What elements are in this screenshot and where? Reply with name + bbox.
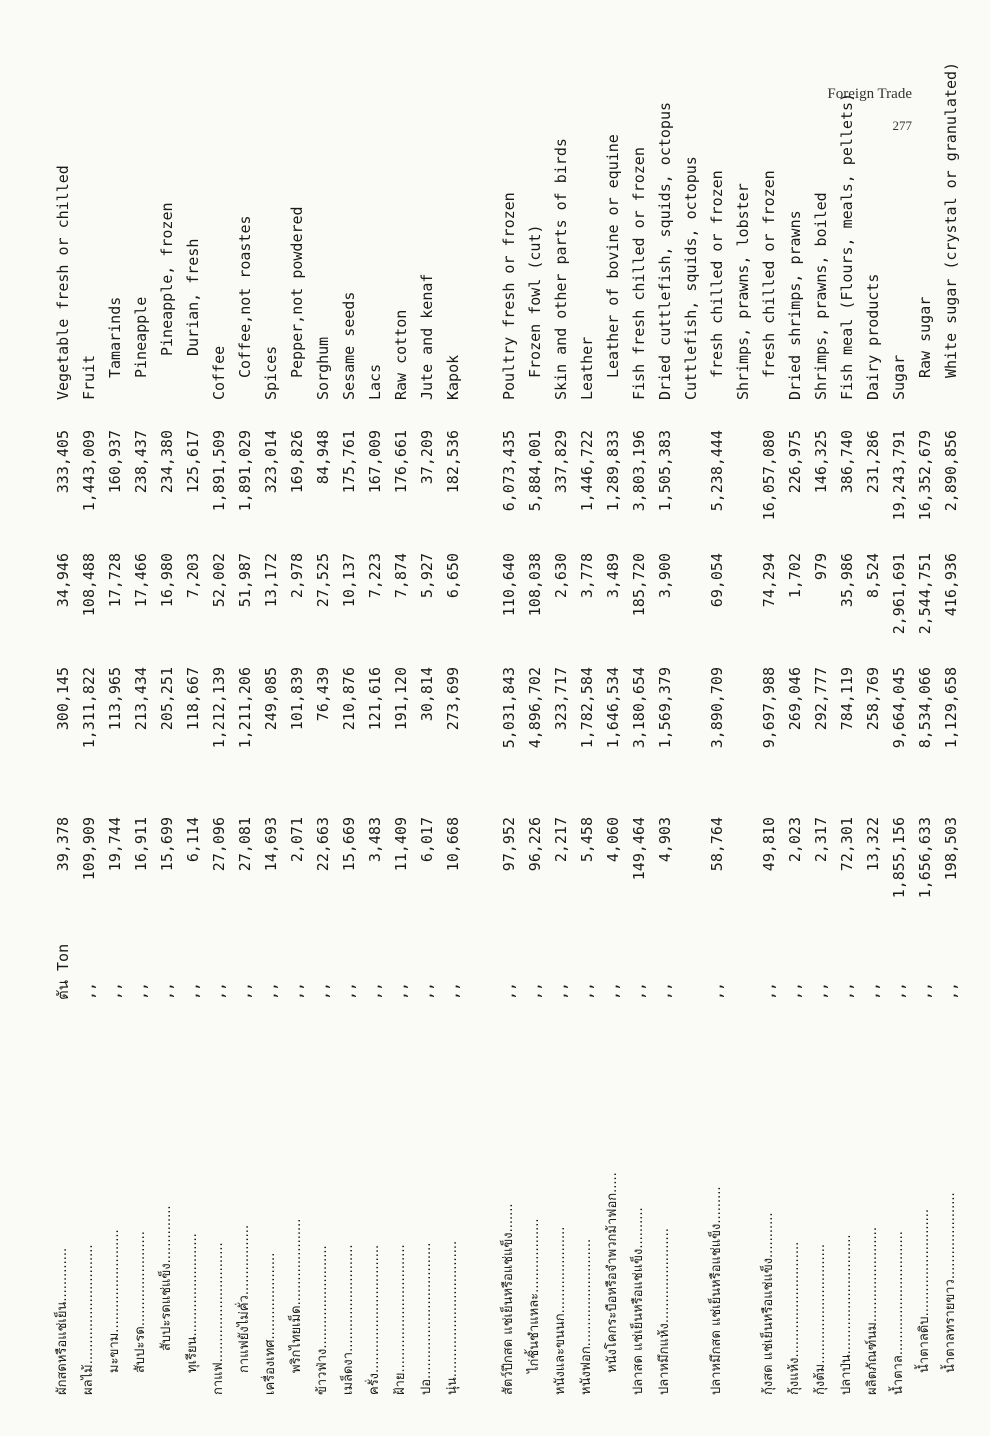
value-cell: 49,810 — [760, 817, 778, 872]
value-cell: 1,211,206 — [236, 667, 254, 749]
value-cell: 27,081 — [236, 817, 254, 872]
thai-item-label: หนังและขนนก..................... — [553, 1226, 568, 1395]
unit-cell: ,, — [262, 981, 280, 1000]
value-cell: 9,664,045 — [890, 667, 908, 749]
english-item-label: fresh chilled or frozen — [760, 170, 778, 378]
value-cell: 198,503 — [942, 817, 960, 881]
value-cell: 185,720 — [630, 553, 648, 617]
value-cell: 169,826 — [288, 430, 306, 494]
value-cell: 1,311,822 — [80, 667, 98, 749]
table-row — [180, 155, 206, 1395]
unit-cell: ,, — [916, 981, 934, 1000]
thai-item-label: นุ่น................................. — [445, 1240, 460, 1395]
value-cell: 1,702 — [786, 553, 804, 599]
value-cell: 17,728 — [106, 553, 124, 608]
english-item-label: Fish fresh chilled or frozen — [630, 147, 648, 400]
thai-item-label: กาแฟยังไม่คั่ว................. — [237, 1224, 252, 1373]
value-cell: 2,630 — [552, 553, 570, 599]
english-item-label: Dairy products — [864, 273, 882, 400]
english-item-label: Kapok — [444, 354, 462, 400]
value-cell: 323,717 — [552, 667, 570, 731]
value-cell: 16,057,080 — [760, 430, 778, 521]
value-cell: 182,536 — [444, 430, 462, 494]
value-cell: 1,443,009 — [80, 430, 98, 512]
english-item-label: Vegetable fresh or chilled — [54, 165, 72, 400]
value-cell: 1,646,534 — [604, 667, 622, 749]
unit-cell: ,, — [604, 981, 622, 1000]
value-cell: 34,946 — [54, 553, 72, 608]
table-row — [756, 155, 782, 1395]
unit-cell: ,, — [552, 981, 570, 1000]
value-cell: 6,650 — [444, 553, 462, 599]
value-cell: 13,322 — [864, 817, 882, 872]
table-row — [600, 134, 626, 1395]
thai-item-label: ไก่ชิ้นชำแหละ.................. — [527, 1218, 542, 1373]
thai-item-label: กุ้งต้ม............................. — [813, 1243, 828, 1395]
english-item-label: Pepper,not powdered — [288, 206, 306, 378]
value-cell: 37,209 — [418, 430, 436, 485]
value-cell: 1,891,509 — [210, 430, 228, 512]
value-cell: 234,380 — [158, 430, 176, 494]
table-row — [76, 155, 102, 1395]
value-cell: 1,569,379 — [656, 667, 674, 749]
english-item-label: Fruit — [80, 354, 98, 400]
value-cell: 979 — [812, 553, 830, 581]
table-row — [548, 138, 574, 1395]
unit-cell: ,, — [890, 981, 908, 1000]
value-cell: 76,439 — [314, 667, 332, 722]
value-cell: 1,656,633 — [916, 817, 934, 899]
value-cell: 3,890,709 — [708, 667, 726, 749]
table-row — [652, 101, 678, 1395]
table-row — [938, 61, 964, 1395]
value-cell: 213,434 — [132, 667, 150, 731]
value-cell: 416,936 — [942, 553, 960, 617]
table-row — [50, 155, 76, 1395]
value-cell: 5,238,444 — [708, 430, 726, 512]
english-item-label: Pineapple, frozen — [158, 202, 176, 356]
value-cell: 101,839 — [288, 667, 306, 731]
value-cell: 167,009 — [366, 430, 384, 494]
english-item-label: Leather of bovine or equine — [604, 134, 622, 378]
unit-cell: ,, — [132, 981, 150, 1000]
english-item-label: Poultry fresh or frozen — [500, 192, 518, 400]
value-cell: 5,927 — [418, 553, 436, 599]
value-cell: 16,911 — [132, 817, 150, 872]
value-cell: 2,978 — [288, 553, 306, 599]
thai-item-label: ปลาสด แช่เย็นหรือแช่แข็ง.......... — [631, 1207, 646, 1395]
value-cell: 1,505,383 — [656, 430, 674, 512]
value-cell: 15,669 — [340, 817, 358, 872]
value-cell: 11,409 — [392, 817, 410, 872]
english-item-label: Coffee — [210, 345, 228, 400]
table-row — [232, 155, 258, 1395]
value-cell: 337,829 — [552, 430, 570, 494]
value-cell: 269,046 — [786, 667, 804, 731]
english-item-label: Raw cotton — [392, 309, 410, 400]
unit-cell: ,, — [708, 981, 726, 1000]
value-cell: 1,782,584 — [578, 667, 596, 749]
english-item-label: Shrimps, prawns, lobster — [734, 183, 752, 400]
table-row — [912, 155, 938, 1395]
table-row — [782, 155, 808, 1395]
table-row — [626, 147, 652, 1395]
value-cell: 146,325 — [812, 430, 830, 494]
unit-cell: ,, — [656, 981, 674, 1000]
unit-cell: ,, — [838, 981, 856, 1000]
value-cell: 249,085 — [262, 667, 280, 731]
value-cell: 7,223 — [366, 553, 384, 599]
value-cell: 1,446,722 — [578, 430, 596, 512]
english-item-label: Coffee,not roastes — [236, 215, 254, 378]
unit-cell: ,, — [210, 981, 228, 1000]
unit-cell: ,, — [526, 981, 544, 1000]
unit-cell: ,, — [366, 981, 384, 1000]
value-cell: 7,874 — [392, 553, 410, 599]
thai-item-label: น้ำตาล.............................. — [891, 1231, 906, 1395]
page-number: 277 — [892, 118, 912, 133]
thai-item-label: ทุเรียน......................... — [185, 1233, 200, 1373]
value-cell: 210,876 — [340, 667, 358, 731]
unit-cell: ,, — [578, 981, 596, 1000]
value-cell: 113,965 — [106, 667, 124, 731]
value-cell: 2,071 — [288, 817, 306, 863]
value-cell: 205,251 — [158, 667, 176, 731]
value-cell: 51,987 — [236, 553, 254, 608]
english-item-label: Sesame seeds — [340, 291, 358, 400]
value-cell: 14,693 — [262, 817, 280, 872]
unit-cell: ,, — [630, 981, 648, 1000]
value-cell: 108,488 — [80, 553, 98, 617]
english-item-label: Skin and other parts of birds — [552, 138, 570, 400]
value-cell: 1,855,156 — [890, 817, 908, 899]
value-cell: 16,352,679 — [916, 430, 934, 521]
value-cell: 1,212,139 — [210, 667, 228, 749]
thai-item-label: ปอ................................. — [419, 1242, 434, 1395]
unit-cell: ,, — [942, 981, 960, 1000]
value-cell: 2,890,856 — [942, 430, 960, 512]
table-row — [362, 155, 388, 1395]
value-cell: 109,909 — [80, 817, 98, 881]
table-row — [522, 155, 548, 1395]
thai-item-label: หนังฟอก.......................... — [579, 1238, 594, 1395]
value-cell: 386,740 — [838, 430, 856, 494]
thai-item-label: เมล็ดงา.......................... — [341, 1244, 356, 1395]
thai-item-label: น้ำตาลทรายขาว..................... — [943, 1192, 958, 1373]
thai-item-label: เครื่องเทศ..................... — [263, 1252, 278, 1395]
value-cell: 118,667 — [184, 667, 202, 731]
value-cell: 69,054 — [708, 553, 726, 608]
value-cell: 3,803,196 — [630, 430, 648, 512]
english-item-label: Raw sugar — [916, 296, 934, 378]
value-cell: 16,980 — [158, 553, 176, 608]
thai-item-label: ผลิตภัณฑ์นม....................... — [865, 1227, 880, 1395]
english-item-label: Sorghum — [314, 336, 332, 400]
value-cell: 231,286 — [864, 430, 882, 494]
value-cell: 97,952 — [500, 817, 518, 872]
value-cell: 160,937 — [106, 430, 124, 494]
value-cell: 10,137 — [340, 553, 358, 608]
value-cell: 96,226 — [526, 817, 544, 872]
table-row — [730, 155, 756, 1395]
unit-cell: ,, — [444, 981, 462, 1000]
thai-item-label: มะขาม......................... — [107, 1229, 122, 1373]
thai-item-label: ปลาหมึกแห้ง....................... — [657, 1228, 672, 1395]
table-row — [102, 155, 128, 1395]
value-cell: 30,814 — [418, 667, 436, 722]
table-row — [388, 155, 414, 1395]
value-cell: 2,317 — [812, 817, 830, 863]
table-row — [808, 155, 834, 1395]
value-cell: 7,203 — [184, 553, 202, 599]
value-cell: 58,764 — [708, 817, 726, 872]
value-cell: 52,002 — [210, 553, 228, 608]
value-cell: 6,073,435 — [500, 430, 518, 512]
english-item-label: Spices — [262, 345, 280, 400]
unit-cell: ,, — [236, 981, 254, 1000]
english-item-label: Tamarinds — [106, 296, 124, 378]
table-row — [154, 155, 180, 1395]
thai-item-label: น้ำตาลดิบ.......................... — [917, 1208, 932, 1373]
thai-item-label: ปลาป่น............................. — [839, 1234, 854, 1395]
unit-cell: ,, — [760, 981, 778, 1000]
table-row — [834, 92, 860, 1395]
unit-cell: ,, — [314, 981, 332, 1000]
value-cell: 175,761 — [340, 430, 358, 494]
value-cell: 108,038 — [526, 553, 544, 617]
english-item-label: Jute and kenaf — [418, 273, 436, 400]
thai-item-label: ครั่ง............................... — [367, 1244, 382, 1395]
value-cell: 292,777 — [812, 667, 830, 731]
value-cell: 4,896,702 — [526, 667, 544, 749]
table-row — [496, 155, 522, 1395]
table-row — [310, 155, 336, 1395]
value-cell: 1,129,658 — [942, 667, 960, 749]
english-item-label: fresh chilled or frozen — [708, 170, 726, 378]
value-cell: 39,378 — [54, 817, 72, 872]
value-cell: 22,663 — [314, 817, 332, 872]
unit-cell: ตัน Ton — [54, 943, 72, 1000]
english-item-label: Leather — [578, 336, 596, 400]
unit-cell: ,, — [158, 981, 176, 1000]
value-cell: 27,525 — [314, 553, 332, 608]
unit-cell: ,, — [812, 981, 830, 1000]
value-cell: 9,697,988 — [760, 667, 778, 749]
thai-item-label: ปลาหมึกสด แช่เย็นหรือแช่แข็ง......... — [709, 1186, 724, 1395]
value-cell: 19,744 — [106, 817, 124, 872]
english-item-label: Cuttlefish, squids, octopus — [682, 156, 700, 400]
value-cell: 110,640 — [500, 553, 518, 617]
english-item-label: Dried cuttlefish, squids, octopus — [656, 101, 674, 400]
value-cell: 191,120 — [392, 667, 410, 731]
unit-cell: ,, — [106, 981, 124, 1000]
unit-cell: ,, — [340, 981, 358, 1000]
value-cell: 6,017 — [418, 817, 436, 863]
value-cell: 121,616 — [366, 667, 384, 731]
value-cell: 1,289,833 — [604, 430, 622, 512]
unit-cell: ,, — [786, 981, 804, 1000]
english-item-label: White sugar (crystal or granulated) — [942, 61, 960, 378]
value-cell: 4,060 — [604, 817, 622, 863]
value-cell: 226,975 — [786, 430, 804, 494]
thai-item-label: สับปะรดแช่แข็ง.............. — [159, 1205, 174, 1351]
table-row — [678, 155, 704, 1395]
table-row — [206, 155, 232, 1395]
unit-cell: ,, — [500, 981, 518, 1000]
value-cell: 3,489 — [604, 553, 622, 599]
english-item-label: Durian, fresh — [184, 238, 202, 356]
value-cell: 13,172 — [262, 553, 280, 608]
value-cell: 27,096 — [210, 817, 228, 872]
value-cell: 2,544,751 — [916, 553, 934, 635]
thai-item-label: สับปะรด....................... — [133, 1231, 148, 1373]
page-header-title: Foreign Trade — [827, 86, 912, 102]
thai-item-label: ข้าวฟ่าง......................... — [315, 1245, 330, 1395]
value-cell: 333,405 — [54, 430, 72, 494]
value-cell: 176,661 — [392, 430, 410, 494]
value-cell: 10,668 — [444, 817, 462, 872]
value-cell: 323,014 — [262, 430, 280, 494]
table-row — [128, 155, 154, 1395]
unit-cell: ,, — [184, 981, 202, 1000]
thai-item-label: พริกไทยเม็ด..................... — [289, 1218, 304, 1373]
unit-cell: ,, — [288, 981, 306, 1000]
english-item-label: Fish meal (Flours, meals, pellets) — [838, 92, 856, 400]
value-cell: 5,458 — [578, 817, 596, 863]
value-cell: 149,464 — [630, 817, 648, 881]
value-cell: 35,986 — [838, 553, 856, 608]
thai-item-label: กาแฟ............................. — [211, 1242, 226, 1395]
table-row — [574, 155, 600, 1395]
value-cell: 72,301 — [838, 817, 856, 872]
value-cell: 17,466 — [132, 553, 150, 608]
value-cell: 2,217 — [552, 817, 570, 863]
value-cell: 1,891,029 — [236, 430, 254, 512]
thai-item-label: หนังโคกระบือหรือจำพวกม้าฟอก..... — [605, 1172, 620, 1373]
english-item-label: Dried shrimps, prawns — [786, 210, 804, 400]
thai-item-label: กุ้งสด แช่เย็นหรือแช่แข็ง........... — [761, 1212, 776, 1395]
value-cell: 238,437 — [132, 430, 150, 494]
table-row — [886, 155, 912, 1395]
value-cell: 125,617 — [184, 430, 202, 494]
value-cell: 2,023 — [786, 817, 804, 863]
table-row — [704, 155, 730, 1395]
thai-item-label: ผักสดหรือแช่เย็น............. — [55, 1247, 70, 1395]
english-item-label: Shrimps, prawns, boiled — [812, 192, 830, 400]
value-cell: 8,534,066 — [916, 667, 934, 749]
table-row — [284, 155, 310, 1395]
value-cell: 8,524 — [864, 553, 882, 599]
table-row — [414, 155, 440, 1395]
value-cell: 19,243,791 — [890, 430, 908, 521]
value-cell: 6,114 — [184, 817, 202, 863]
unit-cell: ,, — [80, 981, 98, 1000]
table-row — [336, 155, 362, 1395]
value-cell: 3,900 — [656, 553, 674, 599]
english-item-label: Lacs — [366, 363, 384, 400]
thai-item-label: สัตว์ปีกสด แช่เย็นหรือแช่แข็ง....... — [501, 1203, 516, 1395]
value-cell: 3,483 — [366, 817, 384, 863]
value-cell: 784,119 — [838, 667, 856, 731]
value-cell: 15,699 — [158, 817, 176, 872]
value-cell: 4,903 — [656, 817, 674, 863]
unit-cell: ,, — [392, 981, 410, 1000]
value-cell: 5,031,843 — [500, 667, 518, 749]
thai-item-label: ผลไม้............................. — [81, 1244, 96, 1395]
value-cell: 258,769 — [864, 667, 882, 731]
table-row — [860, 155, 886, 1395]
english-item-label: Sugar — [890, 354, 908, 400]
value-cell: 5,884,001 — [526, 430, 544, 512]
value-cell: 84,948 — [314, 430, 332, 485]
english-item-label: Pineapple — [132, 296, 150, 378]
value-cell: 273,699 — [444, 667, 462, 731]
value-cell: 300,145 — [54, 667, 72, 731]
table-row — [440, 155, 466, 1395]
value-cell: 74,294 — [760, 553, 778, 608]
thai-item-label: ฝ้าย............................... — [393, 1244, 408, 1395]
value-cell: 2,961,691 — [890, 553, 908, 635]
value-cell: 3,180,654 — [630, 667, 648, 749]
english-item-label: Frozen fowl (cut) — [526, 224, 544, 378]
unit-cell: ,, — [864, 981, 882, 1000]
unit-cell: ,, — [418, 981, 436, 1000]
value-cell: 3,778 — [578, 553, 596, 599]
table-row — [258, 155, 284, 1395]
thai-item-label: กุ้งแห้ง............................ — [787, 1241, 802, 1395]
